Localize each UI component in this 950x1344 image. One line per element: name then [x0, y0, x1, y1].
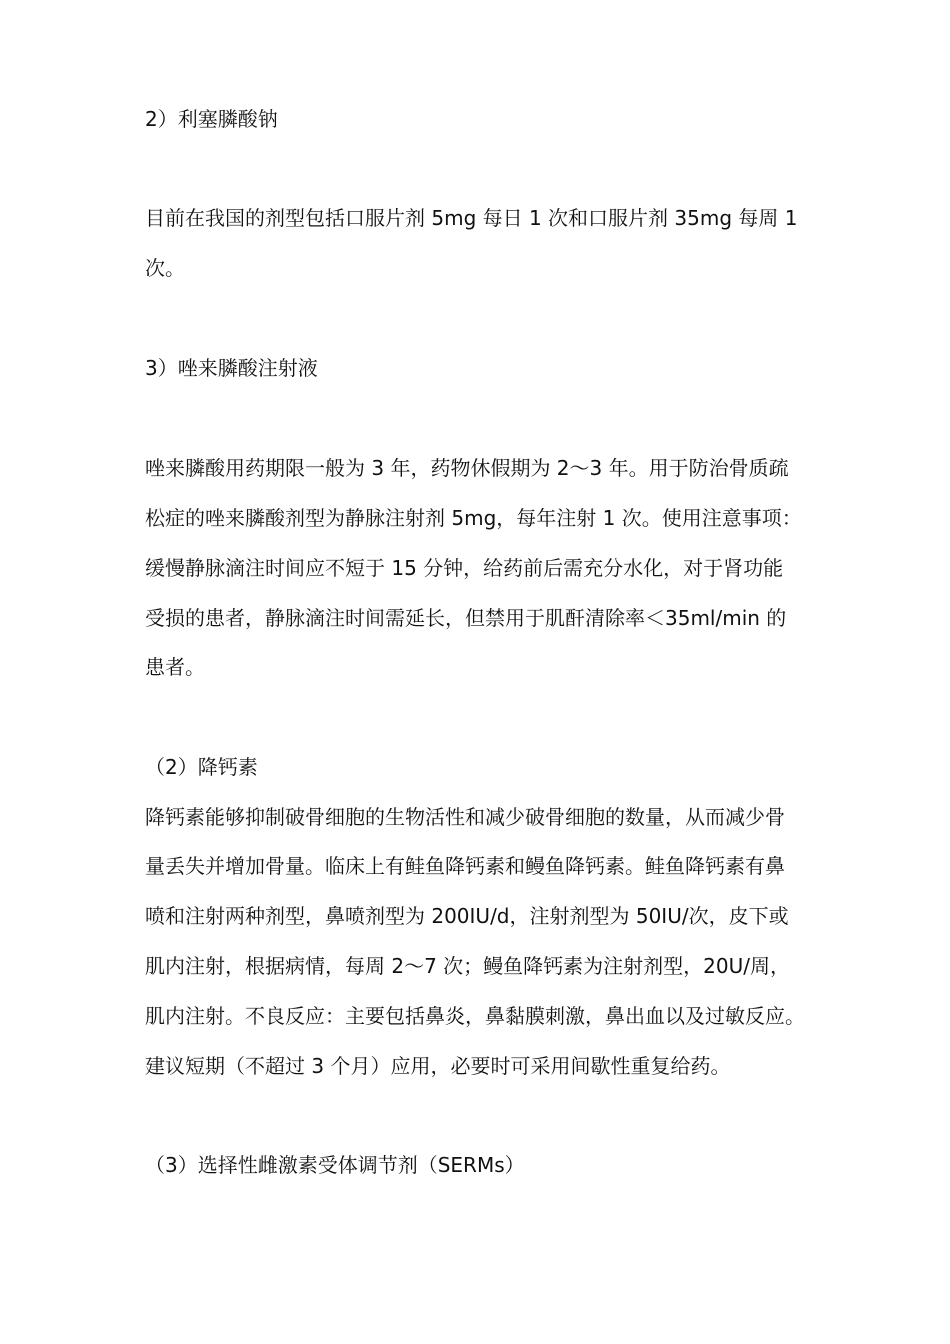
paragraph-line: 降钙素能够抑制破骨细胞的生物活性和减少破骨细胞的数量，从而减少骨	[145, 805, 785, 829]
paragraph-line: 建议短期（不超过 3 个月）应用，必要时可采用间歇性重复给药。	[145, 1054, 731, 1078]
paragraph-line: 松症的唑来膦酸剂型为静脉注射剂 5mg，每年注射 1 次。使用注意事项：	[145, 506, 802, 530]
paragraph-line: 肌内注射。不良反应：主要包括鼻炎，鼻黏膜刺激，鼻出血以及过敏反应。	[145, 1004, 805, 1028]
section-heading-calcitonin: （2）降钙素	[145, 755, 258, 779]
paragraph-line: 受损的患者，静脉滴注时间需延长，但禁用于肌酐清除率＜35ml/min 的	[145, 606, 787, 630]
paragraph-line: 肌内注射，根据病情，每周 2～7 次；鳗鱼降钙素为注射剂型，20U/周，	[145, 954, 790, 978]
section-heading-risedronate: 2）利塞膦酸钠	[145, 107, 278, 131]
section-heading-zoledronic: 3）唑来膦酸注射液	[145, 356, 318, 380]
paragraph-line: 唑来膦酸用药期限一般为 3 年，药物休假期为 2～3 年。用于防治骨质疏	[145, 456, 789, 480]
paragraph-line: 次。	[145, 256, 185, 280]
paragraph-line: 喷和注射两种剂型，鼻喷剂型为 200IU/d，注射剂型为 50IU/次，皮下或	[145, 904, 789, 928]
paragraph-line: 目前在我国的剂型包括口服片剂 5mg 每日 1 次和口服片剂 35mg 每周 1	[145, 206, 798, 230]
paragraph-line: 量丢失并增加骨量。临床上有鲑鱼降钙素和鳗鱼降钙素。鲑鱼降钙素有鼻	[145, 854, 785, 878]
paragraph-line: 患者。	[145, 655, 205, 679]
section-heading-serms: （3）选择性雌激素受体调节剂（SERMs）	[145, 1153, 525, 1177]
paragraph-line: 缓慢静脉滴注时间应不短于 15 分钟，给药前后需充分水化，对于肾功能	[145, 556, 784, 580]
